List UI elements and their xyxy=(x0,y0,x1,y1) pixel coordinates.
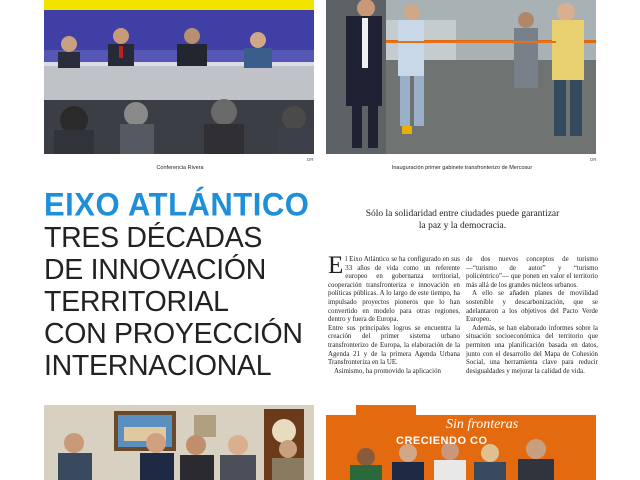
credit-top-right: DR xyxy=(590,157,597,162)
headline-line: DE INNOVACIÓN xyxy=(44,254,267,286)
ribbon-cutting-scene xyxy=(326,0,596,154)
paragraph: de dos nuevos conceptos de turismo —“turismo de autor” y “turismo policéntrico”— que ponen en valor el territorio más allá de los grandes núcleos urbanos. xyxy=(466,256,598,289)
headline-line: INTERNACIONAL xyxy=(44,350,272,382)
headline-line: CON PROYECCIÓN xyxy=(44,318,303,350)
pull-quote-line: la paz y la democracia. xyxy=(418,221,507,231)
paragraph: A ello se añaden planes de movilidad sostenible y descarbonización, que se adelantaron a los objetivos del Pacto Verde Europeo. xyxy=(466,290,598,324)
paragraph: Asimismo, ha promovido la aplicación xyxy=(334,367,441,375)
article-headline xyxy=(44,222,334,382)
article-column-2 xyxy=(466,256,598,376)
article-column-1 xyxy=(328,252,460,376)
headline-line: TRES DÉCADAS xyxy=(44,222,263,254)
conference-scene xyxy=(44,0,314,154)
drop-cap: E xyxy=(328,252,344,279)
caption-conferencia-rivera: Conferencia Rivera xyxy=(156,165,204,171)
caption-inauguracion-mercosur: Inauguración primer gabinete transfronterizo de Mercosur xyxy=(391,165,533,171)
paragraph-text: l Eixo Atlántico se ha configurado en sus 33 años de vida como un referente europeo en gobernanza territorial, cooperación transfronteriza e innovación en políticas públicas. A lo largo de este tiempo, ha impulsado proyectos pioneros que lo han convertido en modelo para otras regiones, dentro y fuera de Europa. xyxy=(328,256,460,324)
paragraph xyxy=(328,252,460,325)
photo-conferencia-rivera xyxy=(44,0,314,154)
photo-bottom-right xyxy=(326,405,596,480)
paragraph: Entre sus principales logros se encuentra la creación del primer sistema urbano transfronterizo de Europa, la elaboración de la Agenda 21 y de la primera Agenda Urbana Transfronteriza en la UE. xyxy=(328,324,460,367)
paragraph: Además, se han elaborado informes sobre la situación socioeconómica del territorio que permiten una planificación basada en datos, junto con el desarrollo del Mapa de Cohesión Social, una herramienta clave para reducir desigualdades y mejorar la calidad de vida. xyxy=(466,324,598,375)
article-kicker: EIXO ATLÁNTICO xyxy=(44,185,310,223)
pull-quote xyxy=(340,208,585,232)
pull-quote-line: Sólo la solidaridad entre ciudades puede garantizar xyxy=(365,209,560,219)
photo-inauguracion-mercosur xyxy=(326,0,596,154)
credit-top-left: DR xyxy=(307,157,314,162)
meeting-scene xyxy=(44,405,314,480)
headline-line: TERRITORIAL xyxy=(44,286,229,318)
banner-text: CRECIENDO CO xyxy=(396,435,488,447)
photo-bottom-left xyxy=(44,405,314,480)
sign-text-sin-fronteras: Sin fronteras xyxy=(446,417,519,432)
